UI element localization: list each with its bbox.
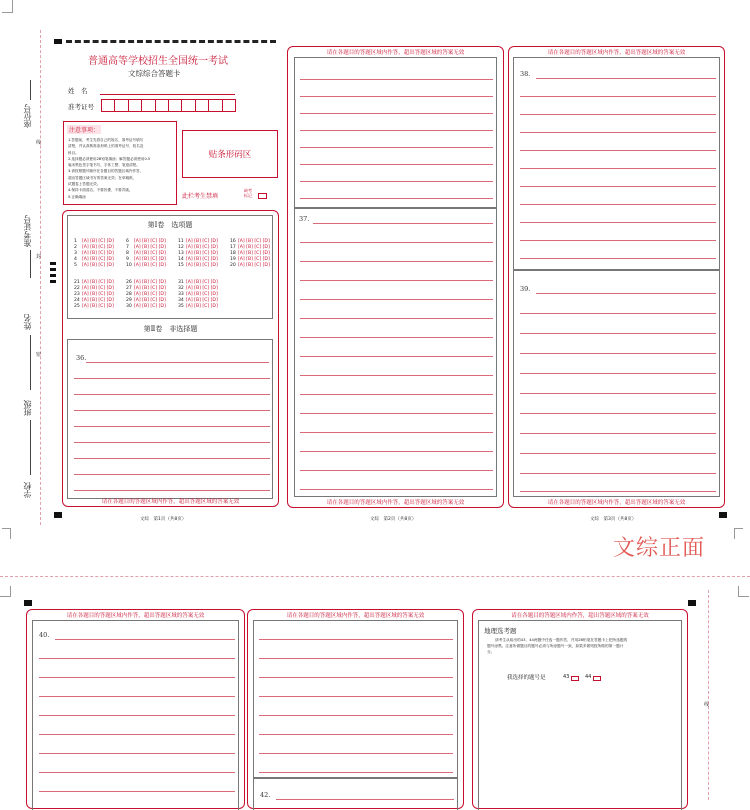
id-boxes[interactable] [101, 99, 236, 112]
answer-line[interactable] [74, 426, 270, 427]
timing-mark-left-1 [50, 262, 56, 265]
mc-options[interactable]: [A] [B] [C] [D] [186, 239, 218, 244]
sheet-subtitle: 文综综合答题卡 [128, 69, 181, 78]
answer-line[interactable] [520, 393, 716, 394]
mc-options[interactable]: [A] [B] [C] [D] [238, 251, 270, 256]
answer-line[interactable] [520, 258, 716, 259]
mc-question-number: 10 [126, 263, 132, 268]
absent-label: 缺考标记 [244, 188, 252, 198]
answer-line[interactable] [300, 113, 493, 114]
answer-line[interactable] [300, 164, 493, 165]
timing-mark-left-4 [50, 280, 56, 283]
answer-line[interactable] [259, 639, 453, 640]
timing-mark-bl [54, 512, 62, 518]
mc-options[interactable]: [A] [B] [C] [D] [134, 292, 166, 297]
mc-question-number: 3 [74, 251, 77, 256]
side-label-id: 准考证号 [23, 215, 32, 247]
mc-question-number: 32 [178, 286, 184, 291]
mc-options[interactable]: [A] [B] [C] [D] [186, 263, 218, 268]
mc-question-row[interactable] [230, 239, 270, 244]
mc-question-row[interactable] [74, 245, 114, 250]
mc-question-number: 7 [126, 245, 129, 250]
mc-question-row[interactable] [74, 304, 114, 309]
mc-question-number: 35 [178, 304, 184, 309]
mc-question-row[interactable] [126, 286, 166, 291]
mc-options[interactable]: [A] [B] [C] [D] [186, 304, 218, 309]
answer-line[interactable] [39, 696, 235, 697]
timing-mark-back-tr [688, 600, 696, 606]
mc-question-row[interactable] [126, 251, 166, 256]
footer-page-3: 文综 第3页（共8页） [590, 517, 637, 522]
mc-options[interactable]: [A] [B] [C] [D] [82, 251, 114, 256]
answer-line[interactable] [259, 715, 453, 716]
answer-line[interactable] [74, 458, 270, 459]
answer-panel-3 [508, 46, 725, 508]
answer-line[interactable] [536, 78, 716, 79]
absent-checkbox[interactable] [258, 193, 267, 199]
timing-dash-top [66, 40, 276, 43]
answer-line[interactable] [39, 658, 235, 659]
mc-question-number: 2 [74, 245, 77, 250]
mc-question-row[interactable] [230, 257, 270, 262]
exam-title: 普通高等学校招生全国统一考试 [88, 56, 228, 67]
mc-question-row[interactable] [126, 257, 166, 262]
notice-text: 1.答题前，考生先将自己的姓名、准考证号填写 清楚，并认真核准条形码上的准考证号、姓名及 科目。 2.选择题必须使用2B铅笔填涂；解答题必须使用0.5 毫米黑色签字笔书写，字体工整、笔迹清楚。 3.请按照题号顺序在各题目的答题区域内作答， 超出答题区域书写的答案无效；在草稿纸、 试题卷上答题无效。 4.保持卡面清洁，不要折叠、不要弄破。 5.正确填涂 [68, 138, 151, 199]
sheet-separator [0, 576, 750, 577]
answer-line[interactable] [520, 150, 716, 151]
mc-options[interactable]: [A] [B] [C] [D] [82, 239, 114, 244]
mc-options[interactable]: [A] [B] [C] [D] [82, 304, 114, 309]
q37-number: 37. [299, 215, 310, 223]
answer-line[interactable] [520, 491, 716, 492]
answer-line[interactable] [39, 677, 235, 678]
answer-panel-6 [472, 609, 688, 809]
side-label-seat: 座位号 [23, 104, 32, 128]
answer-line[interactable] [300, 375, 493, 376]
answer-box-2b [294, 208, 497, 497]
mc-question-number: 20 [230, 263, 236, 268]
mc-options[interactable]: [A] [B] [C] [D] [186, 292, 218, 297]
mc-question-row[interactable] [178, 286, 218, 291]
answer-line[interactable] [300, 261, 493, 262]
back-edge-mark: 线 [704, 702, 710, 708]
answer-line[interactable] [300, 280, 493, 281]
answer-line[interactable] [300, 413, 493, 414]
answer-line[interactable] [39, 791, 235, 792]
answer-line[interactable] [520, 473, 716, 474]
mc-options[interactable]: [A] [B] [C] [D] [82, 298, 114, 303]
answer-line[interactable] [520, 313, 716, 314]
mc-options[interactable]: [A] [B] [C] [D] [134, 298, 166, 303]
mc-question-row[interactable] [126, 304, 166, 309]
mc-question-number: 26 [126, 280, 132, 285]
warning-bottom-2: 请在各题目的答题区域内作答，超出答题区域的答案无效 [326, 500, 465, 506]
mc-question-number: 13 [178, 251, 184, 256]
q36-number: 36. [76, 354, 87, 362]
q42-number: 42. [260, 791, 271, 799]
answer-line[interactable] [74, 474, 270, 475]
mc-options[interactable]: [A] [B] [C] [D] [238, 239, 270, 244]
geo-title: 地理选考题 [484, 627, 517, 635]
answer-panel-5 [247, 609, 464, 809]
mc-question-number: 5 [74, 263, 77, 268]
answer-line[interactable] [39, 734, 235, 735]
answer-line[interactable] [74, 378, 270, 379]
mc-options[interactable]: [A] [B] [C] [D] [134, 245, 166, 250]
answer-line[interactable] [55, 639, 235, 640]
mc-question-number: 15 [178, 263, 184, 268]
geo-option-43: 43 [563, 674, 570, 680]
mc-question-number: 17 [230, 245, 236, 250]
answer-line[interactable] [536, 293, 716, 294]
mc-question-row[interactable] [178, 280, 218, 285]
timing-mark-br [719, 512, 727, 518]
mc-options[interactable]: [A] [B] [C] [D] [134, 239, 166, 244]
mc-options[interactable]: [A] [B] [C] [D] [82, 245, 114, 250]
answer-line[interactable] [520, 222, 716, 223]
front-label: 文综正面 [613, 536, 706, 561]
mc-question-row[interactable] [126, 239, 166, 244]
mc-options[interactable]: [A] [B] [C] [D] [134, 251, 166, 256]
crop-mark-br [734, 528, 743, 539]
answer-line[interactable] [520, 186, 716, 187]
answer-box-5b [253, 778, 458, 810]
answer-line[interactable] [520, 168, 716, 169]
answer-line[interactable] [300, 299, 493, 300]
answer-line[interactable] [259, 753, 453, 754]
answer-line[interactable] [300, 96, 493, 97]
mc-options[interactable]: [A] [B] [C] [D] [82, 292, 114, 297]
mc-question-row[interactable] [178, 251, 218, 256]
mc-question-number: 25 [74, 304, 80, 309]
id-label: 准考证号 [68, 103, 94, 111]
answer-box-2a [294, 57, 497, 208]
timing-mark-top [54, 39, 62, 44]
mc-question-row[interactable] [126, 245, 166, 250]
mc-question-row[interactable] [178, 298, 218, 303]
mc-question-row[interactable] [230, 245, 270, 250]
answer-line[interactable] [300, 451, 493, 452]
answer-line[interactable] [259, 677, 453, 678]
mc-options[interactable]: [A] [B] [C] [D] [82, 263, 114, 268]
answer-line[interactable] [300, 198, 493, 199]
answer-line[interactable] [300, 318, 493, 319]
mc-question-row[interactable] [178, 245, 218, 250]
mc-question-number: 34 [178, 298, 184, 303]
answer-line[interactable] [300, 432, 493, 433]
q38-number: 38. [520, 70, 531, 78]
warning-top-3: 请在各题目的答题区域内作答，超出答题区域的答案无效 [547, 50, 686, 56]
q36-box [67, 339, 273, 499]
notice-box [63, 121, 177, 205]
mc-question-row[interactable] [74, 251, 114, 256]
section1-title: 第Ⅰ卷 选项题 [147, 221, 193, 229]
geo-choice-label: 我选择的题号是 [507, 675, 546, 681]
geo-checkbox-43[interactable] [571, 676, 579, 681]
answer-line[interactable] [520, 373, 716, 374]
mc-question-row[interactable] [126, 292, 166, 297]
mc-options[interactable]: [A] [B] [C] [D] [186, 280, 218, 285]
binding-line [40, 30, 41, 525]
name-field[interactable] [100, 94, 235, 95]
answer-line[interactable] [520, 353, 716, 354]
side-label-class: 班级 [23, 400, 32, 416]
side-blank-name [30, 335, 31, 390]
timing-mark-back-tl [24, 600, 32, 606]
mc-question-row[interactable] [126, 263, 166, 268]
mc-options[interactable]: [A] [B] [C] [D] [186, 298, 218, 303]
answer-line[interactable] [259, 696, 453, 697]
answer-box-3b [513, 270, 720, 497]
crop-mark-tl [2, 0, 13, 13]
mc-options[interactable]: [A] [B] [C] [D] [134, 257, 166, 262]
answer-panel-1 [62, 210, 279, 507]
mc-question-row[interactable] [178, 304, 218, 309]
mc-options[interactable]: [A] [B] [C] [D] [186, 245, 218, 250]
mc-question-number: 11 [178, 239, 184, 244]
mc-options[interactable]: [A] [B] [C] [D] [238, 245, 270, 250]
mc-question-row[interactable] [126, 280, 166, 285]
side-blank-class [30, 420, 31, 475]
mc-question-row[interactable] [74, 257, 114, 262]
answer-box-5a [253, 620, 458, 778]
mc-options[interactable]: [A] [B] [C] [D] [134, 263, 166, 268]
choice-section [67, 215, 273, 319]
answer-line[interactable] [39, 753, 235, 754]
warning-bottom-3: 请在各题目的答题区域内作答，超出答题区域的答案无效 [547, 500, 686, 506]
q39-number: 39. [520, 285, 531, 293]
mc-question-row[interactable] [126, 298, 166, 303]
mc-question-row[interactable] [74, 239, 114, 244]
answer-box-3a [513, 57, 720, 270]
mc-question-row[interactable] [230, 263, 270, 268]
mc-options[interactable]: [A] [B] [C] [D] [82, 286, 114, 291]
mc-question-row[interactable] [74, 286, 114, 291]
geo-box [478, 620, 682, 810]
mc-options[interactable]: [A] [B] [C] [D] [238, 263, 270, 268]
geo-instructions: 请考生从给出的43、44两题中任选一题作答，并用2B铅笔在答题卡上把所选题的 题号涂黑。注意所做题目的题号必须与所涂题号一致，如果多做则按所做的第一题计 分。 [487, 638, 628, 654]
mark-line: 线 [36, 140, 42, 146]
answer-line[interactable] [300, 356, 493, 357]
mc-question-number: 6 [126, 239, 129, 244]
mc-options[interactable]: [A] [B] [C] [D] [186, 257, 218, 262]
mc-question-number: 4 [74, 257, 77, 262]
mark-density: 密 [36, 352, 42, 358]
mc-question-number: 9 [126, 257, 129, 262]
mc-question-number: 30 [126, 304, 132, 309]
timing-mark-left-2 [50, 268, 56, 271]
answer-line[interactable] [86, 362, 269, 363]
crop-mark-back-tr [738, 586, 749, 597]
crop-mark-back-tl [0, 586, 11, 597]
mc-question-number: 16 [230, 239, 236, 244]
geo-checkbox-44[interactable] [593, 676, 601, 681]
side-label-school: 学校 [23, 482, 32, 498]
answer-box-4 [32, 620, 239, 810]
geo-option-44: 44 [585, 674, 592, 680]
mc-question-number: 23 [74, 292, 80, 297]
q40-number: 40. [39, 631, 50, 639]
mc-question-number: 31 [178, 280, 184, 285]
answer-line[interactable] [39, 772, 235, 773]
mc-options[interactable]: [A] [B] [C] [D] [82, 257, 114, 262]
mc-options[interactable]: [A] [B] [C] [D] [134, 304, 166, 309]
answer-line[interactable] [259, 772, 453, 773]
answer-line[interactable] [520, 433, 716, 434]
section2-title: 第Ⅱ卷 非选择题 [143, 325, 198, 333]
answer-line[interactable] [520, 204, 716, 205]
mc-question-number: 29 [126, 298, 132, 303]
mc-question-row[interactable] [178, 263, 218, 268]
mc-options[interactable]: [A] [B] [C] [D] [134, 286, 166, 291]
mc-question-row[interactable] [74, 298, 114, 303]
mc-question-number: 24 [74, 298, 80, 303]
answer-line[interactable] [259, 658, 453, 659]
mc-question-row[interactable] [178, 292, 218, 297]
mc-options[interactable]: [A] [B] [C] [D] [238, 257, 270, 262]
mc-question-number: 8 [126, 251, 129, 256]
answer-line[interactable] [520, 333, 716, 334]
answer-line[interactable] [520, 453, 716, 454]
mc-options[interactable]: [A] [B] [C] [D] [186, 286, 218, 291]
answer-line[interactable] [74, 490, 270, 491]
barcode-area [182, 130, 278, 178]
mc-question-number: 18 [230, 251, 236, 256]
warning-top-4: 请在各题目的答题区域内作答，超出答题区域的答案无效 [66, 613, 205, 619]
answer-line[interactable] [520, 132, 716, 133]
answer-line[interactable] [74, 410, 270, 411]
answer-panel-4 [26, 609, 245, 809]
answer-line[interactable] [520, 114, 716, 115]
mc-question-row[interactable] [178, 257, 218, 262]
mc-question-number: 1 [74, 239, 77, 244]
answer-line[interactable] [300, 147, 493, 148]
side-blank-id [30, 250, 31, 278]
barcode-label: 贴条形码区 [208, 150, 252, 160]
answer-line[interactable] [300, 394, 493, 395]
answer-line[interactable] [520, 240, 716, 241]
answer-line[interactable] [74, 442, 270, 443]
mc-question-row[interactable] [74, 263, 114, 268]
answer-line[interactable] [300, 242, 493, 243]
footer-page-1: 文综 第1页（共8页） [140, 517, 187, 522]
warning-top-2: 请在各题目的答题区域内作答，超出答题区域的答案无效 [326, 50, 465, 56]
mc-question-number: 27 [126, 286, 132, 291]
mc-question-number: 28 [126, 292, 132, 297]
mc-question-row[interactable] [230, 251, 270, 256]
side-blank-seat [30, 80, 31, 100]
answer-line[interactable] [520, 413, 716, 414]
answer-line[interactable] [300, 79, 493, 80]
answer-line[interactable] [300, 470, 493, 471]
mc-question-number: 19 [230, 257, 236, 262]
answer-line[interactable] [259, 734, 453, 735]
answer-line[interactable] [313, 223, 493, 224]
mc-question-row[interactable] [178, 239, 218, 244]
mc-question-number: 14 [178, 257, 184, 262]
answer-line[interactable] [300, 181, 493, 182]
answer-line[interactable] [300, 489, 493, 490]
notice-title: 注意事项： [69, 127, 100, 134]
answer-line[interactable] [300, 337, 493, 338]
mc-question-number: 21 [74, 280, 80, 285]
answer-line[interactable] [520, 96, 716, 97]
mc-question-number: 22 [74, 286, 80, 291]
mc-question-row[interactable] [74, 292, 114, 297]
mc-question-number: 33 [178, 292, 184, 297]
forbid-text: 此栏考生禁填 [182, 193, 219, 200]
answer-panel-2 [287, 46, 504, 508]
answer-line[interactable] [300, 130, 493, 131]
answer-line[interactable] [74, 394, 270, 395]
mc-options[interactable]: [A] [B] [C] [D] [134, 280, 166, 285]
warning-top-6: 请在各题目的答题区域内作答，超出答题区域的答案无效 [511, 613, 649, 619]
crop-mark-bl [2, 528, 11, 539]
mc-options[interactable]: [A] [B] [C] [D] [186, 251, 218, 256]
warning-top-5: 请在各题目的答题区域内作答，超出答题区域的答案无效 [286, 613, 425, 619]
mc-options[interactable]: [A] [B] [C] [D] [82, 280, 114, 285]
mc-question-row[interactable] [74, 280, 114, 285]
side-label-name: 姓名 [23, 314, 32, 330]
answer-line[interactable] [39, 715, 235, 716]
warning-bottom-1: 请在各题目的答题区域内作答，超出答题区域的答案无效 [101, 499, 240, 505]
binding-line-back [708, 590, 709, 800]
mc-question-number: 12 [178, 245, 184, 250]
footer-page-2: 文综 第2页（共8页） [370, 517, 417, 522]
timing-mark-left-3 [50, 274, 56, 277]
mark-seal: 封 [36, 254, 42, 260]
name-label: 姓 名 [68, 87, 88, 95]
